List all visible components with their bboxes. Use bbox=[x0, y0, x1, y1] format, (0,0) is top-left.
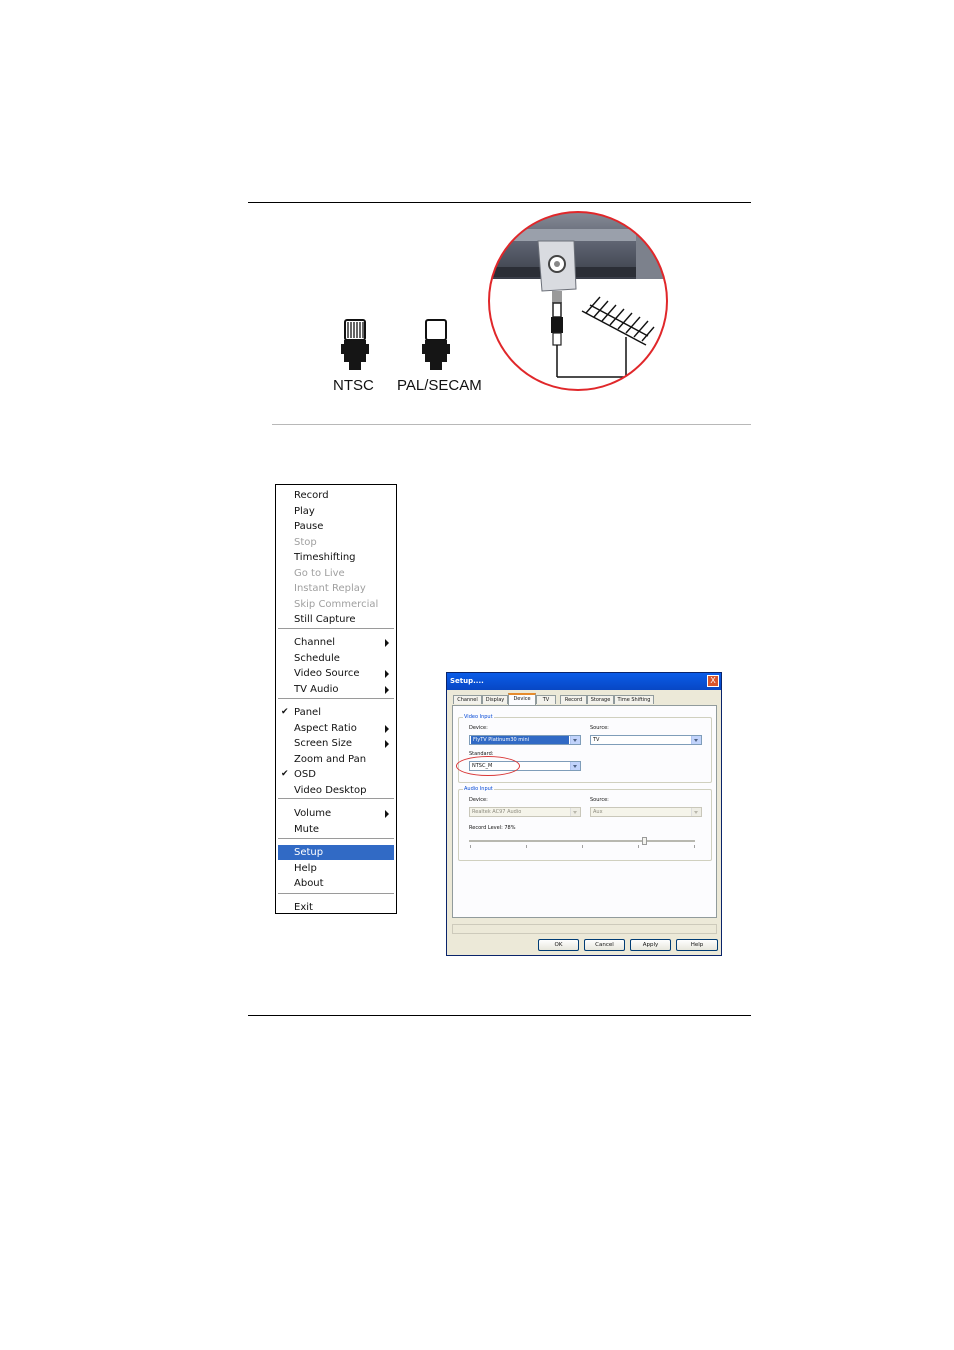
footer-rule bbox=[248, 1015, 751, 1016]
cancel-button[interactable]: Cancel bbox=[584, 939, 625, 951]
chevron-right-icon bbox=[385, 639, 389, 647]
menu-item-pause[interactable] bbox=[278, 519, 394, 534]
video-input-title: Video Input bbox=[464, 714, 493, 720]
figure-divider bbox=[272, 424, 751, 425]
menu-item-label: Setup bbox=[294, 847, 324, 858]
menu-item-aspect-ratio[interactable] bbox=[278, 721, 394, 736]
slider-tick bbox=[638, 845, 639, 848]
checkmark-icon: ✔ bbox=[281, 769, 289, 779]
menu-item-record[interactable] bbox=[278, 488, 394, 503]
help-button[interactable]: Help bbox=[676, 939, 718, 951]
ok-button[interactable]: OK bbox=[538, 939, 579, 951]
tab-storage[interactable]: Storage bbox=[587, 695, 614, 704]
dialog-title: Setup.... bbox=[447, 673, 721, 690]
tab-time-shifting[interactable]: Time Shifting bbox=[614, 695, 654, 704]
menu-item-panel[interactable] bbox=[278, 705, 394, 720]
video-device-select[interactable] bbox=[469, 735, 581, 745]
audio-source-value: Aux bbox=[593, 809, 603, 815]
menu-item-still-capture[interactable] bbox=[278, 612, 394, 627]
audio-input-title: Audio Input bbox=[464, 786, 493, 792]
slider-tick bbox=[526, 845, 527, 848]
standard-highlight-circle bbox=[456, 756, 520, 776]
menu-item-label: TV Audio bbox=[294, 684, 339, 695]
standard-value: NTSC_M bbox=[472, 763, 493, 769]
standard-label: Standard: bbox=[469, 751, 494, 757]
menu-item-label: Pause bbox=[294, 521, 324, 532]
audio-device-value: Realtek AC97 Audio bbox=[472, 809, 522, 815]
menu-item-label: Video Desktop bbox=[294, 785, 367, 796]
audio-source-select[interactable] bbox=[590, 807, 702, 817]
slider-tick bbox=[582, 845, 583, 848]
menu-item-play[interactable] bbox=[278, 504, 394, 519]
menu-item-label: Screen Size bbox=[294, 738, 353, 749]
close-icon[interactable]: X bbox=[707, 675, 719, 687]
menu-item-label: Video Source bbox=[294, 668, 360, 679]
menu-item-label: Zoom and Pan bbox=[294, 754, 367, 765]
menu-item-label: Channel bbox=[294, 637, 336, 648]
menu-item-mute[interactable] bbox=[278, 822, 394, 837]
tab-channel[interactable]: Channel bbox=[453, 695, 482, 704]
chevron-down-icon[interactable] bbox=[570, 762, 580, 770]
menu-item-volume[interactable] bbox=[278, 806, 394, 821]
menu-item-instant-replay bbox=[278, 581, 394, 596]
menu-separator bbox=[278, 798, 394, 799]
menu-item-osd[interactable] bbox=[278, 767, 394, 782]
device-tab-panel bbox=[452, 705, 717, 918]
chevron-right-icon bbox=[385, 725, 389, 733]
menu-item-go-to-live bbox=[278, 566, 394, 581]
status-bar bbox=[452, 924, 717, 934]
audio-device-select[interactable] bbox=[469, 807, 581, 817]
menu-separator bbox=[278, 893, 394, 894]
header-rule bbox=[248, 202, 751, 203]
record-level-label: Record Level: 78% bbox=[469, 825, 516, 831]
menu-item-label: Volume bbox=[294, 808, 332, 819]
menu-item-label: About bbox=[294, 878, 324, 889]
slider-tick bbox=[470, 845, 471, 848]
setup-dialog bbox=[446, 672, 722, 956]
menu-item-setup[interactable] bbox=[278, 845, 394, 860]
chevron-right-icon bbox=[385, 740, 389, 748]
chevron-right-icon bbox=[385, 810, 389, 818]
chevron-down-icon[interactable] bbox=[691, 736, 701, 744]
menu-item-label: Instant Replay bbox=[294, 583, 366, 594]
menu-item-label: Go to Live bbox=[294, 568, 345, 579]
menu-item-label: Timeshifting bbox=[294, 552, 356, 563]
video-device-value: FlyTV Platinum30 mini bbox=[471, 736, 569, 744]
chevron-right-icon bbox=[385, 670, 389, 678]
slider-tick bbox=[694, 845, 695, 848]
menu-item-channel[interactable] bbox=[278, 635, 394, 650]
ntsc-connector-icon bbox=[340, 318, 370, 374]
chevron-right-icon bbox=[385, 686, 389, 694]
video-source-select[interactable] bbox=[590, 735, 702, 745]
menu-item-label: Schedule bbox=[294, 653, 340, 664]
chevron-down-icon[interactable] bbox=[691, 808, 701, 816]
record-level-slider[interactable] bbox=[469, 840, 695, 842]
menu-separator bbox=[278, 628, 394, 629]
menu-item-about[interactable] bbox=[278, 876, 394, 891]
menu-item-label: Aspect Ratio bbox=[294, 723, 357, 734]
pal-secam-connector-icon bbox=[421, 318, 451, 374]
chevron-down-icon[interactable] bbox=[570, 808, 580, 816]
audio-device-label: Device: bbox=[469, 797, 488, 803]
menu-item-video-source[interactable] bbox=[278, 666, 394, 681]
video-source-label: Source: bbox=[590, 725, 609, 731]
menu-item-label: Exit bbox=[294, 902, 313, 913]
menu-item-help[interactable] bbox=[278, 861, 394, 876]
tab-tv[interactable]: TV bbox=[536, 695, 556, 704]
menu-item-label: Stop bbox=[294, 537, 317, 548]
video-device-label: Device: bbox=[469, 725, 488, 731]
menu-separator bbox=[278, 698, 394, 699]
menu-item-schedule[interactable] bbox=[278, 651, 394, 666]
menu-item-exit[interactable] bbox=[278, 900, 394, 915]
tab-display[interactable]: Display bbox=[482, 695, 508, 704]
menu-item-tv-audio[interactable] bbox=[278, 682, 394, 697]
ntsc-label: NTSC bbox=[333, 377, 374, 394]
menu-item-label: OSD bbox=[294, 769, 316, 780]
slider-thumb[interactable] bbox=[642, 837, 647, 845]
menu-item-label: Mute bbox=[294, 824, 320, 835]
menu-item-label: Record bbox=[294, 490, 329, 501]
menu-item-zoom-and-pan[interactable] bbox=[278, 752, 394, 767]
video-source-value: TV bbox=[593, 737, 600, 743]
context-menu bbox=[275, 484, 397, 914]
pal-secam-label: PAL/SECAM bbox=[397, 377, 482, 394]
tab-record[interactable]: Record bbox=[560, 695, 587, 704]
menu-item-label: Skip Commercial bbox=[294, 599, 379, 610]
menu-separator bbox=[278, 838, 394, 839]
video-input-group bbox=[458, 714, 712, 783]
menu-item-timeshifting[interactable] bbox=[278, 550, 394, 565]
menu-item-stop bbox=[278, 535, 394, 550]
menu-item-video-desktop[interactable] bbox=[278, 783, 394, 798]
tab-device[interactable]: Device bbox=[508, 693, 536, 705]
menu-item-screen-size[interactable] bbox=[278, 736, 394, 751]
menu-item-label: Panel bbox=[294, 707, 321, 718]
menu-item-label: Play bbox=[294, 506, 315, 517]
antenna-connection-detail-illustration bbox=[486, 209, 670, 393]
chevron-down-icon[interactable] bbox=[570, 736, 580, 744]
apply-button[interactable]: Apply bbox=[630, 939, 671, 951]
menu-item-label: Still Capture bbox=[294, 614, 356, 625]
menu-item-skip-commercial bbox=[278, 597, 394, 612]
menu-item-label: Help bbox=[294, 863, 317, 874]
checkmark-icon: ✔ bbox=[281, 707, 289, 717]
audio-source-label: Source: bbox=[590, 797, 609, 803]
audio-input-group bbox=[458, 786, 712, 861]
